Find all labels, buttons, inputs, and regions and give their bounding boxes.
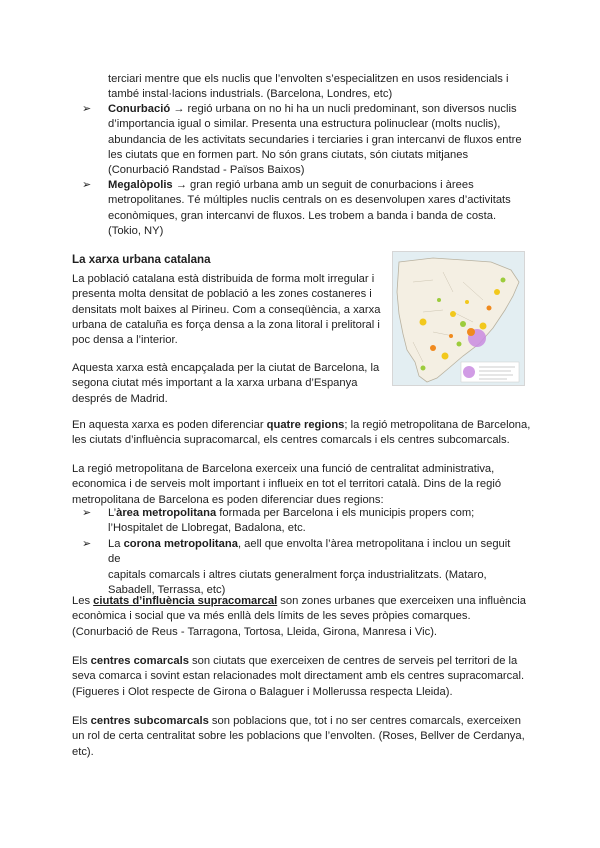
para-line: economica i de serveis molt important i influeix en tot el territori català. Dins de la regió — [72, 478, 502, 491]
intro-line: també instal·lacions industrials. (Barcelona, Londres, etc) — [108, 88, 393, 101]
city-marker — [465, 300, 469, 304]
city-marker — [457, 342, 462, 347]
intro-line: terciari mentre que els nuclis que l’envolten s’especialitzen en usos residencials i — [108, 73, 509, 85]
bullet-prefix: La — [108, 538, 124, 550]
term: Conurbació — [108, 103, 171, 115]
bullet-line: econòmiques, gran intercanvi de fluxos. Les trobem a banda i banda de costa. — [108, 209, 497, 222]
intro-text — [108, 72, 528, 103]
para-text: En aquesta xarxa es poden diferenciar — [72, 419, 267, 431]
bullet-arrow-icon: ➢ — [82, 179, 92, 191]
para-line: etc). — [72, 745, 94, 758]
bullet-area-metropolitana — [82, 506, 522, 540]
city-marker — [430, 345, 436, 351]
bullet-arrow-icon: ➢ — [82, 507, 92, 519]
city-marker — [442, 353, 449, 360]
paragraph-barcelona — [72, 361, 384, 407]
bullet-line: metropolitanes. Té múltiples nuclis centrals on es desenvolupen xares d’activitats — [108, 194, 511, 207]
bullet-line: , aell que envolta l’àrea metropolitana i inclou un seguit de — [108, 538, 511, 566]
term: centres comarcals — [90, 655, 189, 667]
city-marker — [480, 323, 487, 330]
bullet-text — [108, 537, 524, 598]
bullet-arrow-icon: ➢ — [82, 103, 92, 115]
map-legend — [461, 362, 519, 382]
bullet-corona-metropolitana — [82, 537, 522, 596]
paragraph-supracomarcal — [72, 594, 532, 640]
bullet-conurbacio — [82, 102, 522, 182]
bullet-line: les ciutats que en formen part. No són grans ciutats, són ciutats mitjanes — [108, 148, 469, 161]
para-line: presenta molta densitat de població a les zones costaneres i — [72, 288, 372, 301]
para-text: ; la regió metropolitana de Barcelona, — [344, 419, 531, 431]
city-marker — [420, 319, 427, 326]
para-text: son poblacions que, tot i no ser centres comarcals, exerceixen — [208, 715, 521, 727]
section-title: La xarxa urbana catalana — [72, 253, 211, 266]
city-marker — [450, 311, 456, 317]
catalonia-urban-map — [392, 251, 525, 386]
paragraph-centres-subcomarcals — [72, 714, 532, 760]
city-marker — [421, 366, 426, 371]
bullet-text — [108, 506, 524, 537]
city-marker — [467, 328, 475, 336]
paragraph-regions — [72, 418, 532, 449]
paragraph-distribution — [72, 272, 384, 348]
para-line: urbana de cataluña es força densa a la zona litoral i prelitoral i — [72, 318, 380, 331]
para-text: Els — [72, 655, 91, 667]
bullet-line: abundancia de les activitats secundaries i terciaries i gran intercanvi de fluxos entre — [108, 133, 522, 146]
bullet-line: d’importancia igual o similar. Presenta una estructura polinuclear (molts nuclis), — [108, 118, 501, 131]
bullet-line: → regió urbana on no hi ha un nucli predominant, son diversos nuclis — [170, 103, 517, 115]
para-line: les ciutats d’influència supracomarcal, els centres comarcals i els centres subcomarcals. — [72, 434, 510, 447]
bullet-arrow-icon: ➢ — [82, 538, 92, 550]
para-line: (Figueres i Olot respecte de Girona o Balaguer i Mollerussa respecta Lleida). — [72, 685, 453, 698]
bullet-text — [108, 178, 524, 239]
term: centres subcomarcals — [90, 715, 209, 727]
para-text: son zones urbanes que exerceixen una influència — [277, 595, 526, 607]
bullet-line: l’Hospitalet de Llobregat, Badalona, etc. — [108, 522, 306, 535]
paragraph-metropolitan-region — [72, 462, 532, 508]
city-marker — [494, 289, 500, 295]
term: corona metropolitana — [123, 538, 238, 550]
para-line: poc densa a l’interior. — [72, 334, 178, 347]
bullet-line: → gran regió urbana amb un seguit de conurbacions i àrees — [172, 179, 474, 191]
bullet-line: (Conurbació Randstad - Països Baixos) — [108, 164, 305, 177]
city-marker — [487, 306, 492, 311]
para-text: son ciutats que exerceixen de centres de serveis pel territori de la — [188, 655, 518, 667]
para-line: La població catalana està distribuida de forma molt irregular i — [72, 273, 375, 285]
city-marker — [437, 298, 441, 302]
term: Megalòpolis — [108, 179, 173, 191]
term: àrea metropolitana — [116, 507, 217, 519]
para-text: Els — [72, 715, 91, 727]
para-line: després de Madrid. — [72, 392, 168, 405]
bullet-prefix: L’ — [108, 507, 117, 519]
para-line: econòmica i social que va més enllà dels límits de les seves pròpies comarques. — [72, 610, 471, 623]
para-line: metropolitana de Barcelona es poden diferenciar dues regions: — [72, 493, 384, 506]
bullet-line: Sabadell, Terrassa, etc) — [108, 583, 226, 596]
para-text: Les — [72, 595, 94, 607]
city-marker — [460, 321, 466, 327]
para-line: un rol de certa centralitat sobre les poblacions que l’envolten. (Roses, Bellver de Cerdanya, — [72, 730, 525, 743]
bullet-megalopolis — [82, 178, 522, 242]
para-line: (Conurbació de Reus - Tarragona, Tortosa, Lleida, Girona, Manresa i Vic). — [72, 625, 438, 638]
para-line: Aquesta xarxa està encapçalada per la ciutat de Barcelona, la — [72, 362, 380, 374]
bullet-line: capitals comarcals i altres ciutats generalment força industrialitzats. (Mataro, — [108, 568, 487, 581]
term: quatre regions — [266, 419, 345, 431]
para-line: La regió metropolitana de Barcelona exerceix una funció de centralitat administrativa, — [72, 463, 495, 475]
bullet-line: (Tokio, NY) — [108, 224, 164, 237]
legend-swatch — [463, 366, 475, 378]
map-image — [393, 252, 524, 385]
term: ciutats d’influència supracomarcal — [93, 595, 278, 607]
para-line: segona ciutat més important a la xarxa urbana d’Espanya — [72, 377, 358, 390]
para-line: seva comarca i sovint estan relacionades molt directament amb els centres supracomarcal. — [72, 670, 525, 683]
bullet-line: formada per Barcelona i els municipis propers com; — [216, 507, 475, 519]
city-marker — [449, 334, 453, 338]
city-marker — [501, 278, 506, 283]
paragraph-centres-comarcals — [72, 654, 532, 700]
bullet-text — [108, 102, 524, 178]
para-line: densitats molt baixes al Pirineu. Com a conseqüència, a xarxa — [72, 303, 381, 316]
